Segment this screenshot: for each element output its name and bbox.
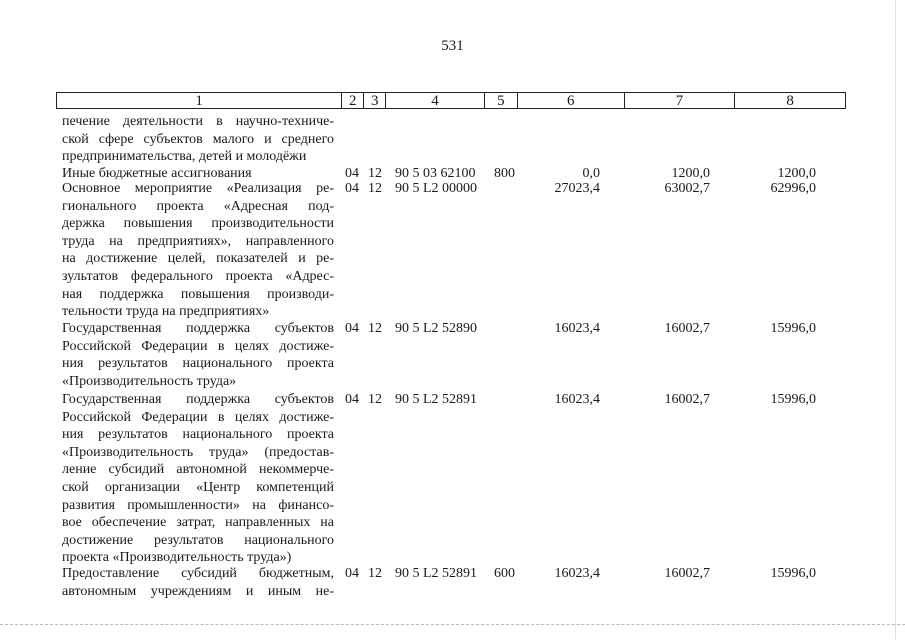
amount-col-7: 63002,7: [664, 181, 710, 196]
target-article-code: 90 5 03 62100: [395, 166, 476, 181]
header-col-1: 1: [195, 93, 203, 109]
amount-col-6: 0,0: [582, 166, 600, 181]
description-line: Предоставление субсидий бюджетным,: [62, 566, 334, 581]
subsection-code: 12: [368, 166, 382, 181]
section-code: 04: [345, 181, 359, 196]
amount-col-7: 1200,0: [671, 166, 710, 181]
section-code: 04: [345, 321, 359, 336]
amount-col-6: 27023,4: [554, 181, 600, 196]
header-col-8: 8: [734, 93, 845, 108]
description-line: проекта «Производительность труда»): [62, 550, 292, 566]
description-line: «Производительность труда» (предостав-: [62, 444, 334, 460]
description-line: гионального проекта «Адресная под-: [62, 198, 334, 214]
description-line: Государственная поддержка субъектов: [62, 392, 334, 407]
row-description: [62, 320, 334, 390]
description-line: Государственная поддержка субъектов: [62, 321, 334, 336]
target-article-code: 90 5 L2 52891: [395, 566, 478, 581]
description-line: тельности труда на предприятиях»: [62, 304, 270, 320]
description-line: Иные бюджетные ассигнования: [62, 166, 252, 181]
amount-col-8: 15996,0: [770, 321, 816, 336]
target-article-code: 90 5 L2 52890: [395, 321, 478, 336]
section-code: 04: [345, 392, 359, 407]
scan-bottom-edge: [0, 624, 905, 625]
subsection-code: 12: [368, 392, 382, 407]
section-code: 04: [345, 166, 359, 181]
amount-col-7: 16002,7: [664, 321, 710, 336]
header-col-6: 6: [517, 93, 624, 108]
description-line: ление субсидий автономной некоммерче-: [62, 462, 334, 478]
description-line: зультатов федерального проекта «Адрес-: [62, 268, 334, 284]
description-line: на достижение целей, показателей и ре-: [62, 251, 334, 267]
header-col-5: 5: [484, 93, 517, 108]
description-line: «Производительность труда»: [62, 373, 237, 389]
row-description: [62, 565, 334, 600]
header-col-4: 4: [385, 93, 484, 108]
amount-col-8: 15996,0: [770, 392, 816, 407]
description-line: труда на предприятиях», направленного: [62, 233, 334, 249]
amount-col-8: 1200,0: [777, 166, 816, 181]
page-number: 531: [441, 38, 464, 54]
amount-col-7: 16002,7: [664, 566, 710, 581]
amount-col-6: 16023,4: [554, 566, 600, 581]
description-line: ния результатов национального проекта: [62, 427, 334, 443]
description-line: Российской Федерации в целях достиже-: [62, 409, 334, 425]
description-line: ской сфере субъектов малого и среднего: [62, 131, 334, 147]
description-line: печение деятельности в научно-техниче-: [62, 114, 334, 129]
description-line: ской организации «Центр компетенций: [62, 479, 334, 495]
target-article-code: 90 5 L2 52891: [395, 392, 478, 407]
description-line: достижение результатов национального: [62, 532, 334, 548]
description-line: ная поддержка повышения производи-: [62, 286, 334, 302]
expense-type-code: 600: [494, 566, 515, 581]
row-description: [62, 113, 334, 166]
description-line: Основное мероприятие «Реализация ре-: [62, 181, 334, 196]
subsection-code: 12: [368, 566, 382, 581]
description-line: предпринимательства, детей и молодёжи: [62, 149, 307, 165]
amount-col-8: 15996,0: [770, 566, 816, 581]
expense-type-code: 800: [494, 166, 515, 181]
section-code: 04: [345, 566, 359, 581]
header-col-7: 7: [624, 93, 735, 108]
header-col-2: 2: [341, 93, 363, 108]
subsection-code: 12: [368, 181, 382, 196]
description-line: вое обеспечение затрат, направленных на: [62, 515, 334, 531]
description-line: держка повышения производительности: [62, 216, 334, 232]
header-col-3: 3: [363, 93, 385, 108]
target-article-code: 90 5 L2 00000: [395, 181, 478, 196]
description-line: Российской Федерации в целях достиже-: [62, 338, 334, 354]
description-line: развития промышленности» на финансо-: [62, 497, 334, 513]
amount-col-6: 16023,4: [554, 321, 600, 336]
row-description: [62, 391, 334, 567]
row-description: [62, 180, 334, 321]
amount-col-8: 62996,0: [770, 181, 816, 196]
amount-col-6: 16023,4: [554, 392, 600, 407]
amount-col-7: 16002,7: [664, 392, 710, 407]
subsection-code: 12: [368, 321, 382, 336]
description-line: ния результатов национального проекта: [62, 356, 334, 372]
scan-right-edge: [895, 0, 896, 640]
description-line: автономным учреждениям и иным не-: [62, 583, 334, 599]
